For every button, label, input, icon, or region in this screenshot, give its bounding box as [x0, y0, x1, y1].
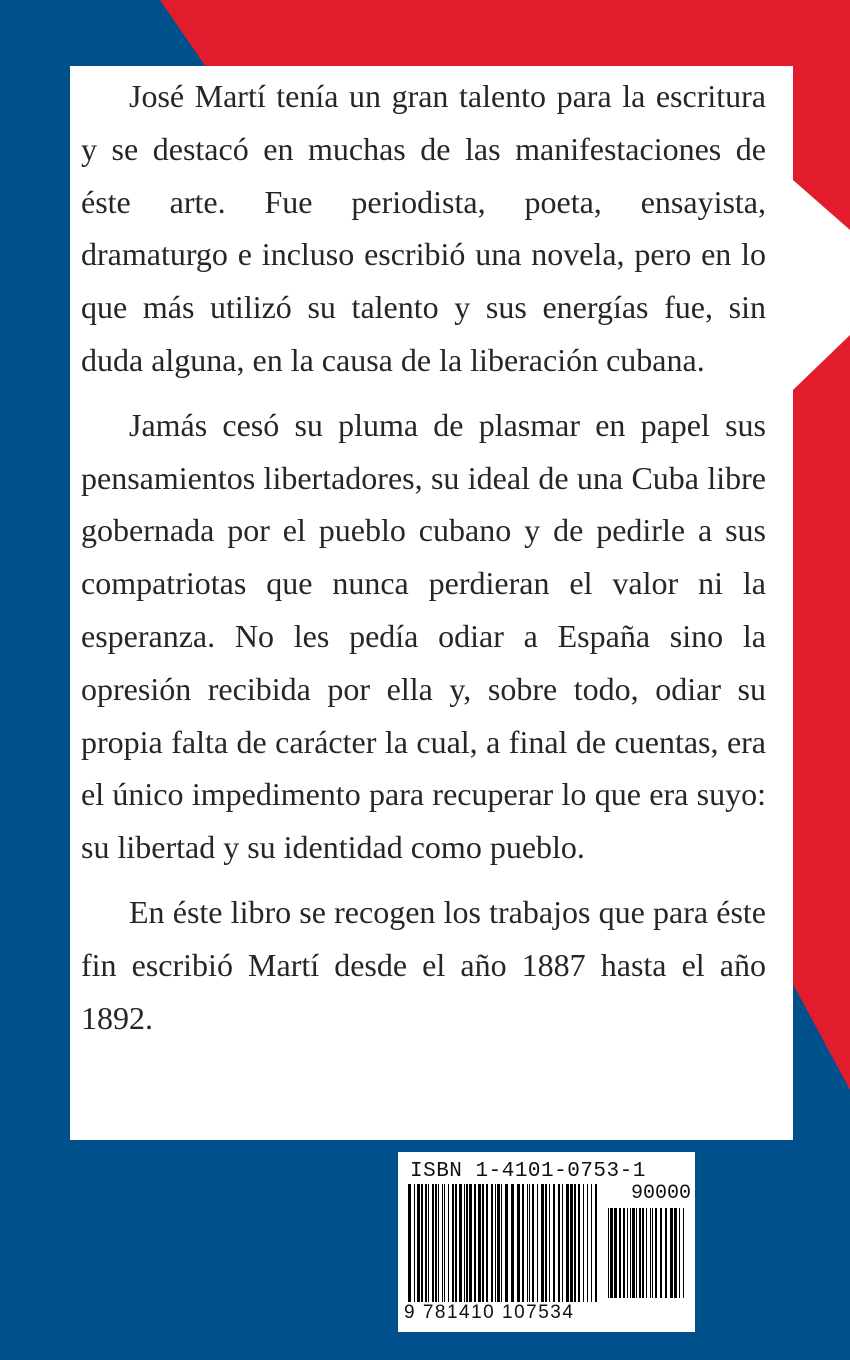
barcode-bar	[421, 1184, 423, 1302]
paragraph-3: En éste libro se recogen los trabajos que para éste fin escribió Martí desde el año 1887 hasta el año 1892.	[81, 893, 766, 1036]
barcode-bar	[522, 1184, 524, 1302]
barcode-bar	[474, 1184, 476, 1302]
paragraph-2: Jamás cesó su pluma de plasmar en papel sus pensamientos libertadores, su ideal de una Cuba libre gobernada por el pueblo cubano y de pedirle a sus compatriotas que nunca perdieran el valor ni la esperanza. No les pedía odiar a España sino la opresión recibida por ella y, sobre todo, odiar su propia falta de carácter la cual, a final de cuentas, era el único impedimento para recuperar lo que era suyo: su libertad y su identidad como pueblo.	[81, 406, 766, 866]
barcode-bar	[537, 1184, 538, 1302]
barcode-bar	[486, 1184, 488, 1302]
description-panel	[70, 66, 793, 1140]
barcode-bar	[432, 1184, 434, 1302]
barcode-bar	[595, 1184, 597, 1302]
barcode-bar	[442, 1184, 443, 1302]
barcode-bar	[478, 1184, 481, 1302]
barcode-bar	[459, 1184, 462, 1302]
barcode-bar	[608, 1208, 609, 1298]
barcode-bar	[455, 1184, 457, 1302]
barcode-bar	[501, 1184, 502, 1302]
barcode-bar	[466, 1184, 468, 1302]
barcode-bar	[574, 1184, 576, 1302]
barcode-bar	[452, 1184, 454, 1302]
barcode-bar	[438, 1184, 439, 1302]
barcode-bar	[417, 1184, 420, 1302]
barcode-bar	[632, 1208, 635, 1298]
barcode-bar	[646, 1208, 647, 1298]
paragraph-1: José Martí tenía un gran talento para la escritura y se destacó en muchas de las manifestaciones de éste arte. Fue periodista, poeta, ensayista, dramaturgo e incluso escribió una novela, pero en lo que más utilizó su talento y sus energías fue, sin duda alguna, en la causa de la liberación cubana.	[81, 78, 766, 378]
barcode-bar	[679, 1208, 680, 1298]
barcode-bar	[482, 1184, 484, 1302]
barcode-bar	[670, 1208, 673, 1298]
barcode-bar	[497, 1184, 500, 1302]
barcode-bar	[529, 1184, 530, 1302]
price-barcode	[608, 1208, 688, 1298]
barcode-bar	[683, 1208, 684, 1298]
barcode-bar	[652, 1208, 653, 1298]
barcode-bar	[630, 1208, 631, 1298]
barcode-bar	[491, 1184, 493, 1302]
barcode-bar	[464, 1184, 465, 1302]
barcode-area	[398, 1152, 695, 1332]
barcode-bar	[558, 1184, 560, 1302]
barcode-bar	[619, 1208, 621, 1298]
barcode-bar	[469, 1184, 472, 1302]
barcode-bar	[541, 1184, 544, 1302]
barcode-bar	[553, 1184, 555, 1302]
barcode-bar	[549, 1184, 550, 1302]
ean-barcode	[408, 1184, 598, 1302]
barcode-bar	[642, 1208, 644, 1298]
barcode-bar	[650, 1208, 651, 1298]
barcode-bar	[655, 1208, 657, 1298]
barcode-bar	[448, 1184, 449, 1302]
barcode-bar	[610, 1208, 613, 1298]
barcode-bar	[414, 1184, 415, 1302]
ean-digits: 9 781410 107534	[404, 1302, 575, 1323]
barcode-bar	[570, 1184, 573, 1302]
barcode-bar	[527, 1184, 528, 1302]
barcode-bar	[614, 1208, 617, 1298]
barcode-bar	[674, 1208, 677, 1298]
barcode-bar	[562, 1184, 563, 1302]
barcode-bar	[566, 1184, 569, 1302]
barcode-bar	[587, 1184, 588, 1302]
barcode-bar	[408, 1184, 411, 1302]
price-code: 90000	[630, 1182, 691, 1205]
barcode-bar	[660, 1208, 662, 1298]
barcode-bar	[517, 1184, 520, 1302]
barcode-bar	[428, 1184, 429, 1302]
barcode-bar	[495, 1184, 496, 1302]
barcode-bar	[627, 1208, 628, 1298]
barcode-bar	[435, 1184, 437, 1302]
barcode-bar	[623, 1208, 625, 1298]
isbn-label: ISBN 1-4101-0753-1	[410, 1160, 646, 1183]
barcode-bar	[505, 1184, 508, 1302]
barcode-bar	[639, 1208, 641, 1298]
barcode-bar	[583, 1184, 584, 1302]
barcode-bar	[545, 1184, 547, 1302]
barcode-bar	[636, 1208, 637, 1298]
barcode-bar	[444, 1184, 445, 1302]
barcode-bar	[425, 1184, 427, 1302]
barcode-bar	[511, 1184, 514, 1302]
barcode-bar	[532, 1184, 534, 1302]
barcode-bar	[665, 1208, 667, 1298]
barcode-bar	[578, 1184, 580, 1302]
barcode-bar	[591, 1184, 592, 1302]
